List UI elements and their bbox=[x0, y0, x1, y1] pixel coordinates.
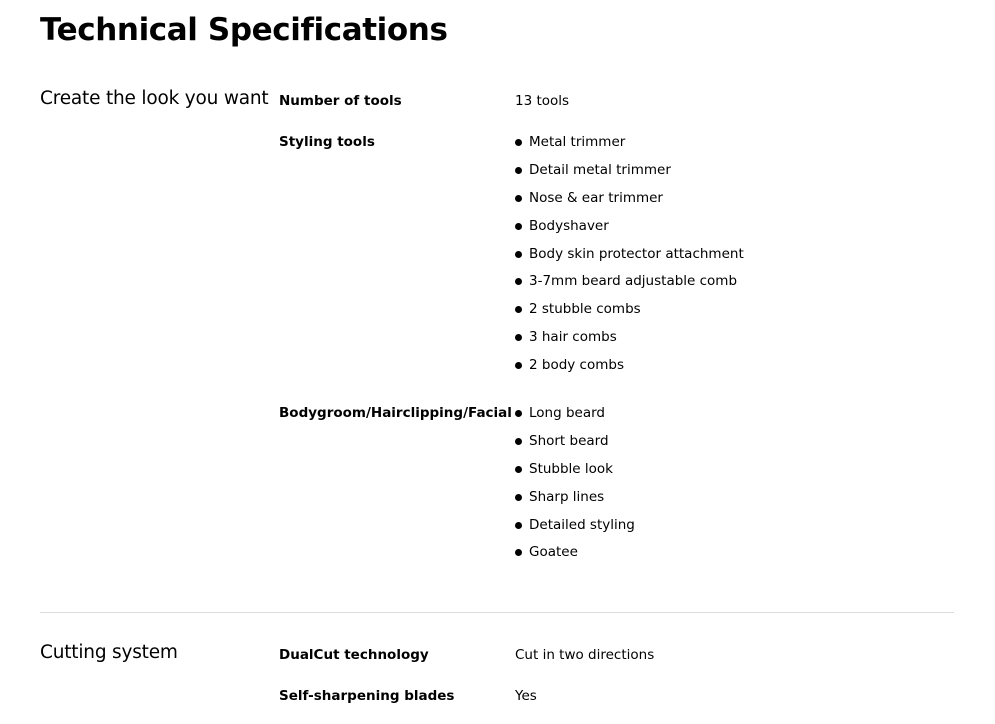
list-item-text: Nose & ear trimmer bbox=[529, 189, 663, 206]
spec-label-self-sharpening: Self-sharpening blades bbox=[279, 688, 455, 704]
list-item bbox=[515, 160, 744, 188]
spec-label-dualcut: DualCut technology bbox=[279, 647, 429, 663]
list-item-text: Sharp lines bbox=[529, 488, 605, 505]
spec-label-bodygroom: Bodygroom/Hairclipping/Facial bbox=[279, 405, 512, 421]
bullet-icon bbox=[515, 306, 522, 313]
list-item-text: Stubble look bbox=[529, 460, 613, 477]
list-item bbox=[515, 132, 744, 160]
list-item bbox=[515, 515, 635, 543]
bullet-icon bbox=[515, 494, 522, 501]
bullet-icon bbox=[515, 251, 522, 258]
list-item-text: Short beard bbox=[529, 432, 609, 449]
list-item bbox=[515, 459, 635, 487]
bullet-icon bbox=[515, 522, 522, 529]
list-item bbox=[515, 487, 635, 515]
bullet-icon bbox=[515, 195, 522, 202]
list-item-text: 2 stubble combs bbox=[529, 301, 641, 318]
section-heading: Cutting system bbox=[40, 642, 178, 663]
list-item-text: Long beard bbox=[529, 405, 605, 421]
spec-value-number-of-tools: 13 tools bbox=[515, 93, 570, 109]
bullet-icon bbox=[515, 549, 522, 556]
spec-label-styling-tools: Styling tools bbox=[279, 134, 375, 150]
bullet-icon bbox=[515, 278, 522, 285]
bullet-icon bbox=[515, 334, 522, 341]
list-item-text: Goatee bbox=[529, 544, 578, 561]
list-item-text: 2 body combs bbox=[529, 357, 624, 374]
list-item bbox=[515, 299, 744, 327]
spec-value-dualcut: Cut in two directions bbox=[515, 647, 655, 663]
list-item bbox=[515, 216, 744, 244]
page-title: Technical Specifications bbox=[40, 12, 448, 48]
list-item-text: Body skin protector attachment bbox=[529, 245, 744, 262]
list-item bbox=[515, 355, 744, 383]
styling-tools-list bbox=[515, 132, 744, 383]
section-heading: Create the look you want bbox=[40, 88, 269, 109]
list-item bbox=[515, 188, 744, 216]
list-item-text: 3-7mm beard adjustable comb bbox=[529, 273, 738, 290]
bullet-icon bbox=[515, 438, 522, 445]
list-item bbox=[515, 431, 635, 459]
list-item bbox=[515, 542, 635, 570]
list-item-text: Detailed styling bbox=[529, 516, 635, 533]
bullet-icon bbox=[515, 466, 522, 473]
section-divider bbox=[40, 612, 954, 613]
list-item-text: Metal trimmer bbox=[529, 134, 626, 150]
list-item bbox=[515, 403, 635, 431]
list-item-text: 3 hair combs bbox=[529, 329, 617, 346]
bullet-icon bbox=[515, 362, 522, 369]
list-item-text: Bodyshaver bbox=[529, 217, 609, 234]
list-item bbox=[515, 327, 744, 355]
bullet-icon bbox=[515, 167, 522, 174]
bullet-icon bbox=[515, 139, 522, 146]
list-item bbox=[515, 244, 744, 272]
spec-label-number-of-tools: Number of tools bbox=[279, 93, 402, 109]
bodygroom-styles-list bbox=[515, 403, 635, 570]
list-item bbox=[515, 271, 744, 299]
list-item-text: Detail metal trimmer bbox=[529, 161, 671, 178]
spec-value-self-sharpening: Yes bbox=[515, 688, 537, 704]
bullet-icon bbox=[515, 223, 522, 230]
bullet-icon bbox=[515, 410, 522, 417]
